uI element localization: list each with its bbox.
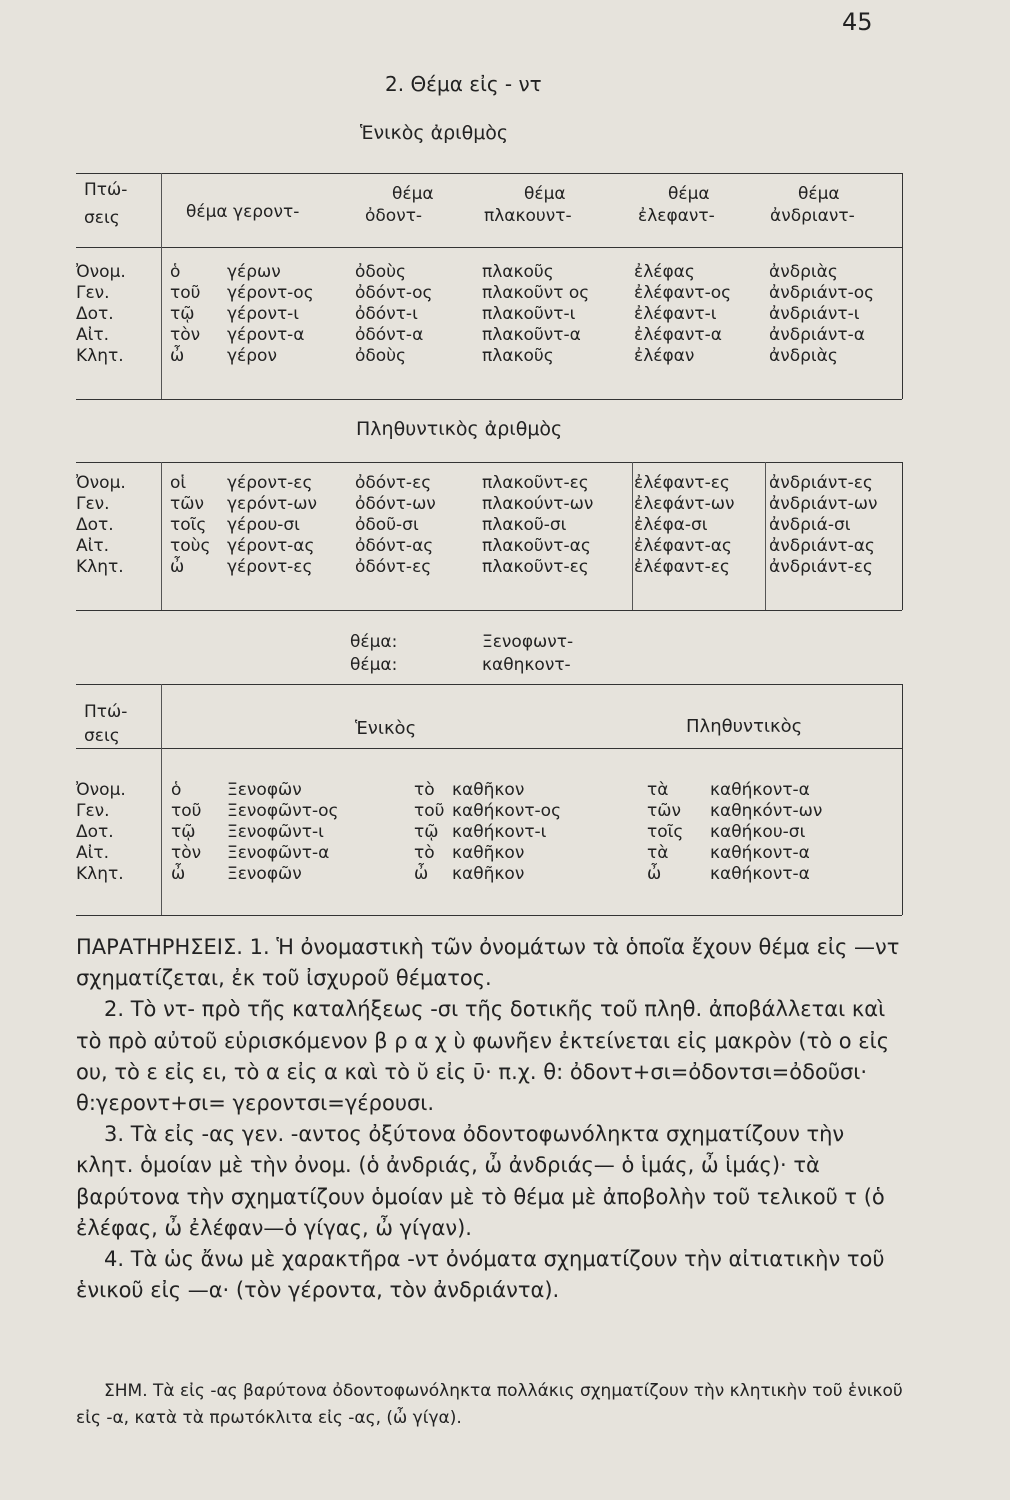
table-row [72,822,876,843]
table-cell: Ὀνομ. [76,473,126,493]
stem-label: θέμα: [350,655,398,675]
table-cell: καθήκοντ-α [710,864,810,884]
case-header: Πτώ- [84,702,128,722]
table-cell: τῷ [170,304,195,324]
table-cell: Κλητ. [76,864,124,884]
table-cell: ὀδοὺς [355,346,407,366]
table-cell: ὁ [170,262,181,282]
table-cell: ἀνδριάντ-ι [769,304,860,324]
table-cell: Ὀνομ. [76,780,126,800]
table-cell: Γεν. [76,283,110,303]
table-cell: Δοτ. [76,515,114,535]
table-cell: γέροντ-ας [227,536,315,556]
table-cell: καθήκοντ-ι [452,822,547,842]
table-cell: ἐλέφαντ-α [634,325,722,345]
singular-label: Ἑνικὸς [355,718,417,739]
table-row [72,780,876,801]
table-cell: ὦ [414,864,429,884]
footnote [76,1378,906,1432]
table-cell: τῷ [414,822,439,842]
table-cell: Αἰτ. [76,843,110,863]
table-cell: ὀδοὺς [355,262,407,282]
xenophon-table [72,780,876,885]
table-cell: ὁ [171,780,182,800]
stem-header: θέμα [668,184,710,204]
table-cell: ὦ [171,864,186,884]
stem-header: θέμα [392,184,434,204]
note-paragraph: 2. Τὸ ντ- πρὸ τῆς καταλήξεως -σι τῆς δοτικῆς τοῦ πληθ. ἀποβάλλεται καὶ τὸ πρὸ αὐτοῦ εὑρισκόμενον β ρ α χ ὺ φωνῆεν ἐκτείνεται εἰς μακρὸν (τὸ ο εἰς ου, τὸ ε εἰς ει, τὸ α εἰς α καὶ τὸ ῠ εἰς ῡ· π.χ. θ: ὀδοντ+σι=ὀδοντσι=ὀδοῦσι· θ:γεροντ+σι= γεροντσι=γέρουσι. [76,997,890,1116]
stem-header: πλακουντ- [484,206,572,226]
table-row [72,557,898,578]
case-header: σεις [84,208,120,228]
case-header: Πτώ- [84,180,128,200]
table-cell: οἱ [170,473,187,493]
stem-header: ἀνδριαντ- [770,206,855,226]
table-cell: καθῆκον [452,843,525,863]
table-cell: τὰ [647,843,669,863]
stem-header: ὀδοντ- [365,206,423,226]
stem-header: θέμα [798,184,840,204]
table-row [72,515,898,536]
table-cell: πλακοῦντ-ες [482,557,589,577]
case-header: σεις [84,726,120,746]
table-cell: ὀδοῦ-σι [355,515,419,535]
table-row [72,346,898,367]
table-row [72,262,898,283]
table-cell: τῷ [171,822,196,842]
table-cell: καθήκοντ-α [710,843,810,863]
table-cell: ἐλέφαν [634,346,695,366]
table-cell: γέροντ-ος [227,283,314,303]
table-cell: ἀνδριάντ-ος [769,283,875,303]
table-cell: Γεν. [76,494,110,514]
note-paragraph: 4. Τὰ ὡς ἄνω μὲ χαρακτῆρα -ντ ὀνόματα σχηματίζουν τὴν αἰτιατικὴν τοῦ ἑνικοῦ εἰς —α· (τὸν γέροντα, τὸν ἀνδριάντα). [76,1247,885,1303]
table-cell: πλακοῦντ-ες [482,473,589,493]
table-cell: Δοτ. [76,304,114,324]
stem-value: καθηκοντ- [482,655,571,675]
table-cell: γέρων [227,262,281,282]
table-row [72,494,898,515]
table-cell: πλακοῦς [482,262,554,282]
table-cell: γέροντ-ες [227,473,313,493]
table-cell: πλακούντ-ων [482,494,594,514]
table-cell: ἐλέφαντ-ας [634,536,732,556]
plural-heading: Πληθυντικὸς ἀριθμὸς [356,418,563,440]
table-cell: ἐλέφαντ-ος [634,283,732,303]
table-cell: ἐλέφαντ-ες [634,473,730,493]
table-cell: γερόντ-ων [227,494,318,514]
table-cell: πλακοῦντ ος [482,283,590,303]
table-cell: τοῖς [170,515,207,535]
table-cell: ὀδόντ-ας [355,536,434,556]
table-cell: ἐλέφας [634,262,695,282]
note-paragraph: 3. Τὰ εἰς -ας γεν. -αντος ὀξύτονα ὀδοντοφωνόληκτα σχηματίζουν τὴν κλητ. ὁμοίαν μὲ τὴν ὀνομ. (ὁ ἀνδριάς, ὦ ἀνδριάς— ὁ ἱμάς, ὦ ἱμάς)· τὰ βαρύτονα τὴν σχηματίζουν ὁμοίαν μὲ τὸ θέμα μὲ ἀποβολὴν τοῦ τελικοῦ τ (ὁ ἐλέφας, ὦ ἐλέφαν—ὁ γίγας, ὦ γίγαν). [76,1122,885,1240]
table-cell: πλακοῦντ-α [482,325,581,345]
stem-label: θέμα: [350,632,398,652]
table-cell: τὸ [414,780,435,800]
observations [76,932,906,1306]
table-cell: Κλητ. [76,557,124,577]
table-row [72,304,898,325]
stem-value: Ξενοφωντ- [482,632,574,652]
table-cell: ἀνδριάντ-ες [769,557,873,577]
plural-table [72,473,898,578]
table-cell: ὀδόντ-ι [355,304,418,324]
stem-header: θέμα [524,184,566,204]
table-cell: ἐλέφαντ-ες [634,557,730,577]
table-cell: τὸ [414,843,435,863]
plural-label: Πληθυντικὸς [686,716,803,737]
table-cell: τοῦ [170,283,201,303]
table-cell: πλακοῦντ-ι [482,304,576,324]
table-cell: ἀνδριά-σι [769,515,851,535]
note-paragraph: ΣΗΜ. Τὰ εἰς -ας βαρύτονα ὀδοντοφωνόληκτα πολλάκις σχηματίζουν τὴν κλητικὴν τοῦ ἑνικοῦ εἰς -α, κατὰ τὰ πρωτόκλιτα εἰς -ας, (ὦ γίγα). [76,1381,903,1428]
table-row [72,325,898,346]
table-cell: τοῖς [647,822,684,842]
table-cell: τοὺς [170,536,211,556]
table-cell: ὦ [647,864,662,884]
table-row [72,843,876,864]
table-cell: ἀνδριὰς [769,262,838,282]
table-cell: γέρου-σι [227,515,300,535]
note-paragraph: ΠΑΡΑΤΗΡΗΣΕΙΣ. 1. Ἡ ὀνομαστικὴ τῶν ὀνομάτων τὰ ὁποῖα ἔχουν θέμα εἰς —ντ σχηματίζεται, ἐκ τοῦ ἰσχυροῦ θέματος. [76,935,900,991]
table-cell: ὀδόντ-ος [355,283,433,303]
table-cell: καθήκου-σι [710,822,806,842]
table-cell: ὦ [170,557,185,577]
table-cell: Κλητ. [76,346,124,366]
table-row [72,473,898,494]
table-cell: καθήκοντ-α [710,780,810,800]
table-cell: ἐλέφαντ-ι [634,304,717,324]
table-cell: τοῦ [414,801,445,821]
table-cell: πλακοῦς [482,346,554,366]
table-cell: καθήκοντ-ος [452,801,562,821]
stem-header: ἐλεφαντ- [638,206,715,226]
table-cell: γέρον [227,346,277,366]
table-cell: ἀνδριάντ-ας [769,536,875,556]
table-cell: καθηκόντ-ων [710,801,823,821]
table-cell: Ξενοφῶν [227,864,302,884]
table-cell: τοῦ [171,801,202,821]
table-cell: Ξενοφῶντ-ι [227,822,324,842]
table-cell: Ξενοφῶντ-α [227,843,330,863]
table-cell: Γεν. [76,801,110,821]
table-row [72,864,876,885]
table-cell: ὀδόντ-ων [355,494,436,514]
table-cell: ὦ [170,346,185,366]
table-row [72,283,898,304]
table-cell: γέροντ-ι [227,304,300,324]
table-cell: πλακοῦντ-ας [482,536,591,556]
table-cell: τὰ [647,780,669,800]
table-cell: ὀδόντ-ες [355,557,432,577]
table-cell: Δοτ. [76,822,114,842]
table-row [72,801,876,822]
table-cell: Ξενοφῶντ-ος [227,801,339,821]
table-cell: ἀνδριάντ-α [769,325,865,345]
table-cell: Αἰτ. [76,536,110,556]
table-cell: ἐλεφάντ-ων [634,494,735,514]
table-cell: Αἰτ. [76,325,110,345]
table-cell: καθῆκον [452,864,525,884]
table-cell: γέροντ-ες [227,557,313,577]
page-number: 45 [842,8,873,36]
table-cell: ἀνδριάντ-ων [769,494,878,514]
singular-table [72,262,898,367]
table-cell: καθῆκον [452,780,525,800]
table-cell: ἀνδριάντ-ες [769,473,873,493]
table-cell: ὀδόντ-ες [355,473,432,493]
table-cell: τὸν [171,843,202,863]
singular-heading: Ἑνικὸς ἀριθμὸς [360,122,509,144]
table-row [72,536,898,557]
table-cell: τὸν [170,325,201,345]
table-cell: ἀνδριὰς [769,346,838,366]
table-cell: πλακοῦ-σι [482,515,567,535]
table-cell: γέροντ-α [227,325,305,345]
table-cell: τῶν [170,494,204,514]
section-title: 2. Θέμα εἰς - ντ [385,72,542,96]
table-cell: Ξενοφῶν [227,780,302,800]
table-cell: τῶν [647,801,681,821]
table-cell: ὀδόντ-α [355,325,424,345]
table-cell: ἐλέφα-σι [634,515,708,535]
table-cell: Ὀνομ. [76,262,126,282]
stem-header: θέμα γεροντ- [186,202,300,222]
